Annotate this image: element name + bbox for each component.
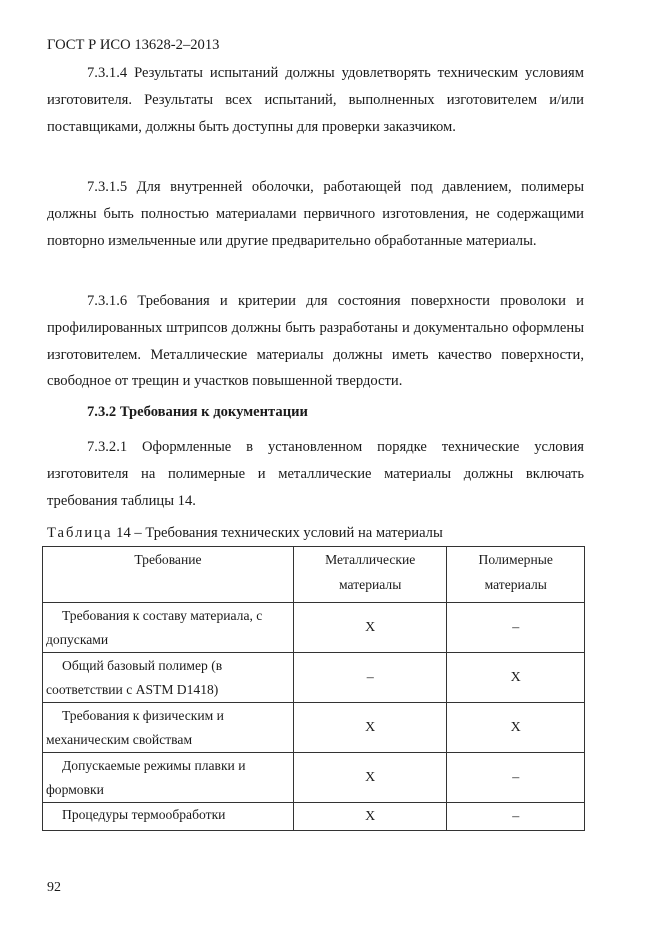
req-line2: формовки: [46, 781, 104, 797]
row-requirement: [43, 603, 294, 653]
table-row: [43, 603, 585, 653]
req-line1: Допускаемые режимы плавки и: [62, 757, 246, 773]
polymer-cell: X: [447, 653, 585, 703]
metal-cell: –: [293, 653, 447, 703]
req-line2: допусками: [46, 631, 109, 647]
table-caption: [47, 525, 443, 542]
row-requirement: [43, 703, 294, 753]
document-header: ГОСТ Р ИСО 13628-2–2013: [47, 37, 220, 53]
header-requirement: Требование: [43, 547, 294, 603]
paragraph-7-3-1-6: 7.3.1.6 Требования и критерии для состояния поверхности проволоки и профилированных штрипсов должны быть разработаны и документально оформлены изготовителем. Металлические материалы должны иметь качество поверхности, свободное от трещин и участков повышенной твердости.: [47, 293, 584, 390]
metal-cell: X: [293, 703, 447, 753]
req-line1: Процедуры термообработки: [62, 807, 226, 822]
table-caption-label: Таблица: [47, 525, 113, 541]
table-caption-title: – Требования технических условий на материалы: [134, 525, 443, 541]
table-row: [43, 753, 585, 803]
metal-cell: X: [293, 603, 447, 653]
page-number: 92: [47, 880, 61, 895]
table-row: [43, 803, 585, 831]
polymer-cell: –: [447, 753, 585, 803]
req-line1: Требования к физическим и: [62, 707, 224, 723]
polymer-cell: –: [447, 803, 585, 831]
polymer-cell: –: [447, 603, 585, 653]
table-caption-number: 14: [116, 525, 131, 541]
table-row: [43, 653, 585, 703]
metal-cell: X: [293, 753, 447, 803]
paragraph-7-3-2-1: 7.3.2.1 Оформленные в установленном порядке технические условия изготовителя на полимерные и металлические материалы должны включать требования таблицы 14.: [47, 439, 584, 509]
req-line2: механическим свойствам: [46, 731, 193, 747]
row-requirement: [43, 753, 294, 803]
req-line2: соответствии с ASTM D1418): [46, 681, 219, 697]
req-line1: Общий базовый полимер (в: [62, 657, 223, 673]
paragraph-7-3-1-4: 7.3.1.4 Результаты испытаний должны удовлетворять техническим условиям изготовителя. Результаты всех испытаний, выполненных изготовителем и/или поставщиками, должны быть доступны для проверки заказчиком.: [47, 65, 584, 135]
requirements-table: [42, 546, 585, 831]
header-metal: Металлические материалы: [293, 547, 447, 603]
paragraph-7-3-1-5: 7.3.1.5 Для внутренней оболочки, работающей под давлением, полимеры должны быть полностью материалами первичного изготовления, не содержащими повторно измельченные или другие предварительно обработанные материалы.: [47, 179, 584, 249]
section-heading: 7.3.2 Требования к документации: [87, 404, 308, 420]
polymer-cell: X: [447, 703, 585, 753]
header-polymer: Полимерные материалы: [447, 547, 585, 603]
req-line1: Требования к составу материала, с: [62, 607, 263, 623]
row-requirement: [43, 653, 294, 703]
table-header-row: [43, 547, 585, 603]
row-requirement: [43, 803, 294, 831]
metal-cell: X: [293, 803, 447, 831]
table-row: [43, 703, 585, 753]
